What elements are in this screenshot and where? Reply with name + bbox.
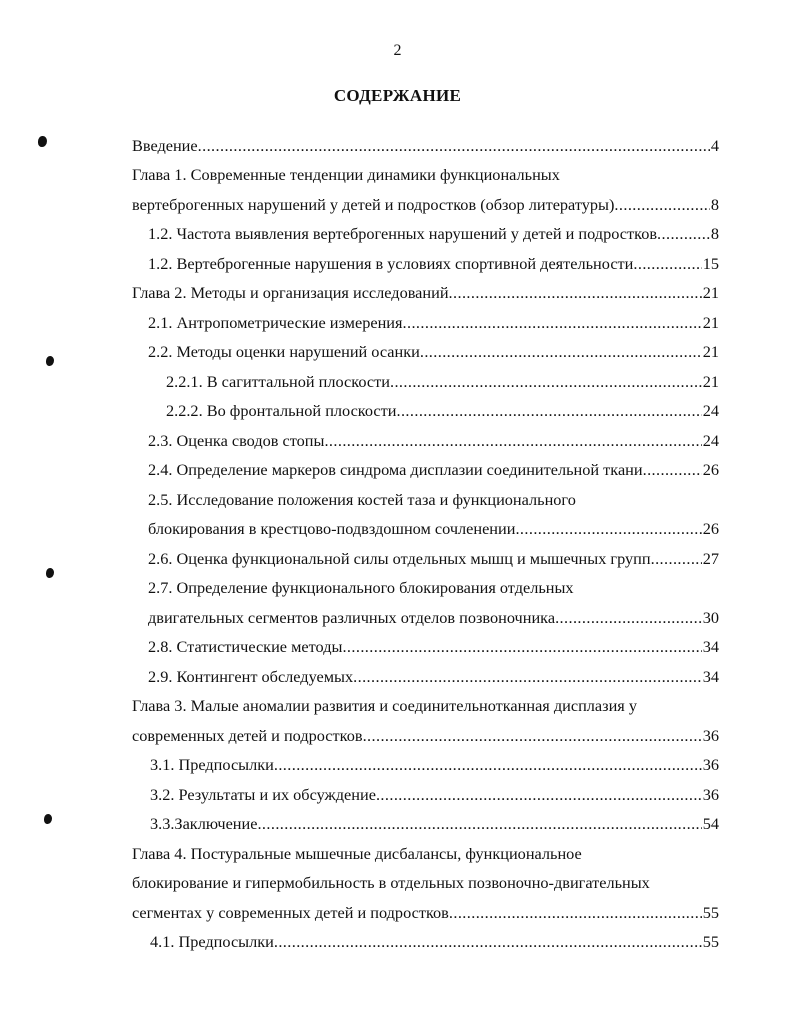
dot-leader	[274, 931, 702, 953]
toc-entry: 4.1. Предпосылки ..... 55	[150, 931, 719, 953]
toc-entry: 1.2. Вертеброгенные нарушения в условиях спортивной деятельности ..... 15	[148, 253, 719, 275]
toc-entry: 1.2. Частота выявления вертеброгенных нарушений у детей и подростков ..... 8	[148, 223, 719, 245]
dot-leader	[257, 813, 701, 835]
dot-leader	[555, 607, 702, 629]
scan-speck	[46, 356, 54, 366]
dot-leader	[376, 784, 702, 806]
dot-leader	[643, 459, 702, 481]
toc-entry: Глава 2. Методы и организация исследований ..... 21	[132, 282, 719, 304]
dot-leader	[449, 282, 702, 304]
dot-leader	[353, 666, 702, 688]
scan-speck	[44, 814, 52, 824]
page-number: 2	[393, 42, 402, 59]
dot-leader	[363, 725, 702, 747]
dot-leader	[515, 518, 701, 540]
toc-entry: 3.1. Предпосылки ..... 36	[150, 754, 719, 776]
toc-entry: 2.5. Исследование положения костей таза и функционального	[148, 490, 576, 509]
toc-entry: 3.3.Заключение ..... 54	[150, 813, 719, 835]
dot-leader	[274, 754, 702, 776]
dot-leader	[420, 341, 702, 363]
dot-leader	[390, 371, 702, 393]
toc-entry: Глава 1. Современные тенденции динамики функциональных	[132, 165, 560, 184]
toc-entry: сегментах у современных детей и подростков ..... 55	[132, 902, 719, 924]
toc-entry: 2.8. Статистические методы ..... 34	[148, 636, 719, 658]
dot-leader	[657, 223, 710, 245]
scan-speck	[46, 568, 54, 578]
scan-speck	[38, 136, 47, 147]
dot-leader	[198, 135, 710, 157]
dot-leader	[324, 430, 701, 452]
toc-entry: Введение ..... 4	[132, 135, 719, 157]
toc-entry: 2.9. Контингент обследуемых ..... 34	[148, 666, 719, 688]
toc-entry: 2.2. Методы оценки нарушений осанки ..... 21	[148, 341, 719, 363]
dot-leader	[633, 253, 701, 275]
toc-entry: блокирования в крестцово-подвздошном сочленении ..... 26	[148, 518, 719, 540]
toc-entry: Глава 3. Малые аномалии развития и соединительнотканная дисплазия у	[132, 696, 637, 715]
toc-entry: 2.1. Антропометрические измерения ..... 21	[148, 312, 719, 334]
dot-leader	[614, 194, 709, 216]
toc-entry: блокирование и гипермобильность в отдельных позвоночно-двигательных	[132, 873, 650, 892]
toc-entry: 3.2. Результаты и их обсуждение ..... 36	[150, 784, 719, 806]
toc-entry: Глава 4. Постуральные мышечные дисбалансы, функциональное	[132, 844, 582, 863]
toc-entry: 2.2.2. Во фронтальной плоскости ..... 24	[166, 400, 719, 422]
toc-entry: 2.6. Оценка функциональной силы отдельных мышц и мышечных групп ..... 27	[148, 548, 719, 570]
page-title: СОДЕРЖАНИЕ	[333, 86, 462, 105]
dot-leader	[342, 636, 701, 658]
toc-entry: 2.2.1. В сагиттальной плоскости ..... 21	[166, 371, 719, 393]
toc-entry: 2.7. Определение функционального блокирования отдельных	[148, 578, 574, 597]
dot-leader	[396, 400, 701, 422]
toc-entry: двигательных сегментов различных отделов позвоночника ..... 30	[148, 607, 719, 629]
dot-leader	[403, 312, 702, 334]
toc-entry: современных детей и подростков ..... 36	[132, 725, 719, 747]
toc-entry: 2.4. Определение маркеров синдрома дисплазии соединительной ткани ..... 26	[148, 459, 719, 481]
toc-entry: 2.3. Оценка сводов стопы ..... 24	[148, 430, 719, 452]
toc-entry: вертеброгенных нарушений у детей и подростков (обзор литературы) ..... 8	[132, 194, 719, 216]
dot-leader	[651, 548, 702, 570]
dot-leader	[449, 902, 702, 924]
